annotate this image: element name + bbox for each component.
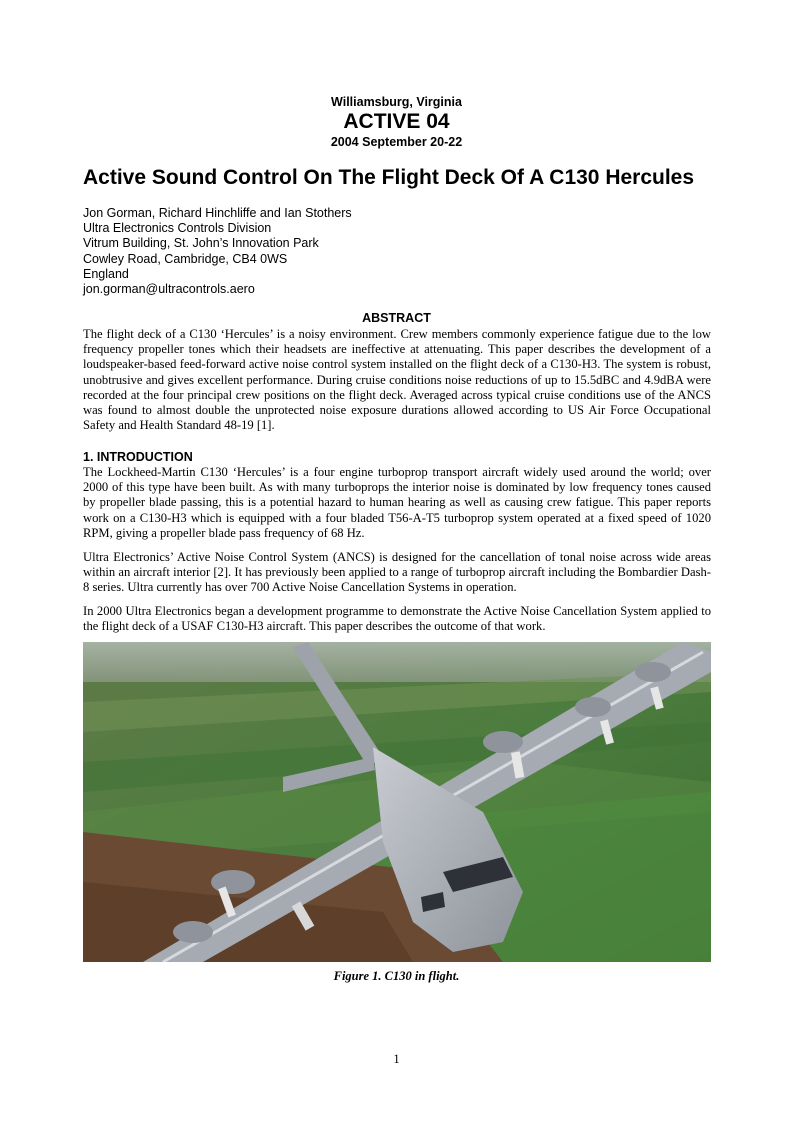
figure-caption: Figure 1. C130 in flight. xyxy=(333,969,460,983)
conference-location: Williamsburg, Virginia xyxy=(331,95,462,109)
figure-c130-photo xyxy=(83,642,711,962)
conference-dates: 2004 September 20-22 xyxy=(330,135,463,149)
intro-paragraph-3: In 2000 Ultra Electronics began a development programme to demonstrate the Active Noise Cancellation System applied to the flight deck of a USAF C130-H3 aircraft. This paper describes the outcome of that work. xyxy=(83,604,711,634)
author-names: Jon Gorman, Richard Hinchliffe and Ian Stothers xyxy=(83,206,352,220)
intro-paragraph-1: The Lockheed-Martin C130 ‘Hercules’ is a four engine turboprop transport aircraft widely used around the world; over 2000 of this type have been built. As with many turboprops the interior noise is dominated by low frequency tones caused by propeller blade passing, this is a potential hazard to human hearing as well as causing crew fatigue. This paper reports work on a C130-H3 which is equipped with a four bladed T56-A-T5 turboprop system operated at a fixed speed of 1020 RPM, giving a propeller blade pass frequency of 68 Hz. xyxy=(83,465,711,540)
intro-paragraph-2: Ultra Electronics’ Active Noise Control System (ANCS) is designed for the cancellation of tonal noise across wide areas within an aircraft interior [2]. It has previously been applied to a range of turboprop aircraft including the Bombardier Dash-8 series. Ultra currently has over 700 Active Noise Cancellation Systems in operation. xyxy=(83,550,711,595)
abstract-text: The flight deck of a C130 ‘Hercules’ is a noisy environment. Crew members commonly experience fatigue due to the low frequency propeller tones which their headsets are ineffective at attenuating. This paper describes the development of a loudspeaker-based feed-forward active noise control system installed on the flight deck of a C130-H3. The system is robust, unobtrusive and gives excellent performance. During cruise conditions noise reductions of up to 15.5dBC and 4.9dBA were recorded at the four principal crew positions on the flight deck. Averaged across typical cruise conditions use of the ANCS was found to almost double the unprotected noise exposure durations allowed according to US Air Force Occupational Safety and Health Standard 48-19 [1]. xyxy=(83,327,711,433)
section-heading-introduction: 1. INTRODUCTION xyxy=(83,450,193,464)
author-block xyxy=(83,206,352,297)
paper-title: Active Sound Control On The Flight Deck Of A C130 Hercules xyxy=(83,166,695,189)
conference-name: ACTIVE 04 xyxy=(343,110,450,133)
page-number: 1 xyxy=(393,1052,400,1066)
author-affiliation: Ultra Electronics Controls Division xyxy=(83,221,272,236)
author-address-line: Cowley Road, Cambridge, CB4 0WS xyxy=(83,251,288,266)
author-address-line: England xyxy=(83,266,129,281)
author-email: jon.gorman@ultracontrols.aero xyxy=(83,282,255,297)
author-address-line: Vitrum Building, St. John’s Innovation Park xyxy=(83,236,319,251)
abstract-heading: ABSTRACT xyxy=(362,311,431,325)
